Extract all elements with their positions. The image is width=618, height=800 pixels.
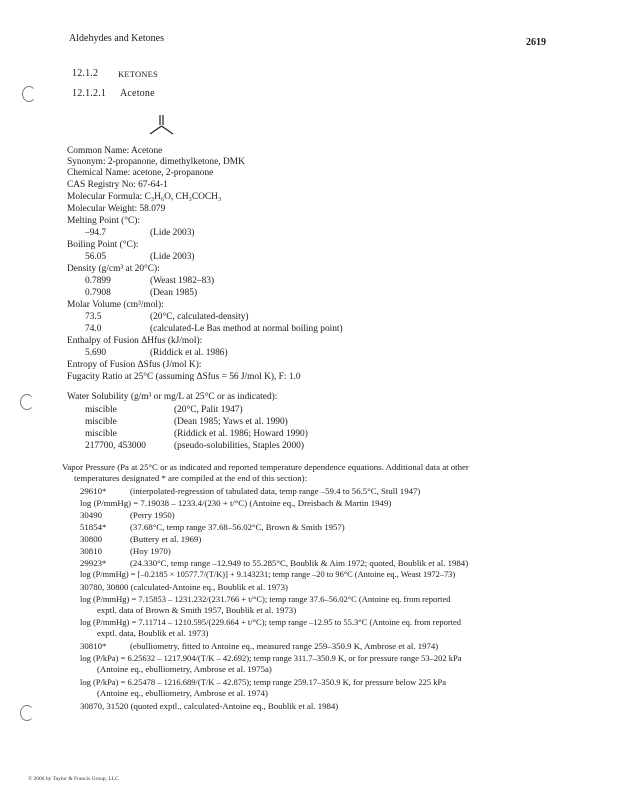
vapor-pressure-ref: (37.68°C, temp range 37.68–56.02°C, Brown & Smith 1957) (130, 522, 345, 532)
methyl-bond (150, 126, 162, 134)
vapor-pressure-equation: log (P/mmHg) = [–0.2185 × 10577.7/(T/K)] + 9.143231; temp range –20 to 96°C (Antoine eq., Weast 1972–73) (80, 570, 456, 579)
solubility-ref: (Riddick et al. 1986; Howard 1990) (174, 429, 308, 439)
solubility-value: miscible (85, 405, 117, 415)
vapor-pressure-value: 30870, 31520 (quoted exptl., calculated-Antoine eq., Boublik et al. 1984) (80, 701, 339, 711)
vapor-pressure-equation: log (P/mmHg) = 7.19038 – 1233.4/(230 + t/°C) (Antoine eq., Dreisbach & Martin 1949) (80, 498, 392, 508)
solubility-ref: (pseudo-solubilities, Staples 2000) (174, 441, 304, 451)
solubility-value: miscible (85, 417, 117, 427)
molar-volume-label: Molar Volume (cm³/mol): (67, 300, 164, 310)
vapor-pressure-label: Vapor Pressure (Pa at 25°C or as indicated and reported temperature dependence equations. Additional data at other (62, 462, 469, 472)
section-number: 12.1.2 (72, 68, 99, 79)
density-ref: (Weast 1982–83) (150, 276, 215, 286)
solubility-ref: (Dean 1985; Yaws et al. 1990) (174, 417, 288, 427)
acetone-structure-diagram (142, 112, 182, 146)
vapor-pressure-value: 30800 (80, 534, 102, 544)
melting-point-ref: (Lide 2003) (150, 228, 195, 238)
vapor-pressure-value: 30780, 30800 (calculated-Antoine eq., Boublik et al. 1973) (80, 582, 288, 592)
molar-volume-ref: (calculated-Le Bas method at normal boiling point) (150, 324, 343, 334)
vapor-pressure-value: 29923* (80, 558, 107, 568)
enthalpy-of-fusion-ref: (Riddick et al. 1986) (150, 348, 228, 358)
melting-point-label: Melting Point (°C): (67, 216, 141, 226)
boiling-point-value: 56.05 (85, 252, 107, 262)
vapor-pressure-ref: (Buttery et al. 1969) (130, 534, 202, 544)
boiling-point-ref: (Lide 2003) (150, 252, 195, 262)
vapor-pressure-ref: (interpolated-regression of tabulated data, temp range –59.4 to 56.5°C, Stull 1947) (130, 486, 421, 496)
density-value: 0.7908 (85, 288, 111, 298)
chemical-name: Chemical Name: acetone, 2-propanone (67, 168, 214, 178)
vapor-pressure-equation: log (P/kPa) = 6.25478 – 1216.689/(T/K – 42.875); temp range 259.17–350.9 K, for pressure below 225 kPa (80, 677, 446, 687)
page-number: 2619 (526, 37, 546, 48)
section-title: KETONES (118, 69, 158, 79)
molar-volume-value: 74.0 (85, 324, 102, 334)
cas-number: CAS Registry No: 67-64-1 (67, 180, 168, 190)
vapor-pressure-equation: log (P/kPa) = 6.25632 – 1217.904/(T/K – 42.692); temp range 311.7–350.9 K, or for pressure range 53–202 kPa (80, 653, 462, 663)
vapor-pressure-equation-continued: exptl. data, Boublik et al. 1973) (97, 628, 209, 638)
solubility-ref: (20°C, Palit 1947) (174, 405, 243, 415)
vapor-pressure-ref: (ebulliometry, fitted to Antoine eq., measured range 259–350.9 K, Ambrose et al. 1974) (130, 641, 439, 651)
entropy-of-fusion-label: Entropy of Fusion ΔSfus (J/mol K): (67, 360, 202, 370)
vapor-pressure-equation: log (P/mmHg) = 7.15853 – 1231.232/(231.766 + t/°C); temp range 37.6–56.02°C (Antoine eq. from reported (80, 594, 451, 604)
molecular-formula: Molecular Formula: C₃H₆O, CH₃COCH₃ (67, 192, 222, 202)
density-ref: (Dean 1985) (150, 288, 198, 298)
common-name: Common Name: Acetone (67, 146, 163, 156)
enthalpy-of-fusion-label: Enthalpy of Fusion ΔHfus (kJ/mol): (67, 336, 203, 346)
solubility-value: miscible (85, 429, 117, 439)
vapor-pressure-equation-continued: (Antoine eq., ebulliometry, Ambrose et al. 1974) (97, 688, 268, 698)
vapor-pressure-value: 29610* (80, 486, 107, 496)
synonym: Synonym: 2-propanone, dimethylketone, DMK (67, 157, 245, 167)
density-label: Density (g/cm³ at 20°C): (67, 264, 160, 274)
vapor-pressure-equation: log (P/mmHg) = 7.11714 – 1210.595/(229.664 + t/°C); temp range –12.95 to 55.3°C (Antoine eq. from reported (80, 617, 462, 627)
vapor-pressure-value: 51854* (80, 522, 107, 532)
vapor-pressure-value: 30810* (80, 641, 107, 651)
vapor-pressure-label-continued: temperatures designated * are compiled at the end of this section): (74, 473, 308, 483)
solubility-value: 217700, 453000 (85, 441, 146, 451)
subsection-title: Acetone (120, 88, 155, 99)
copyright-footer: © 2006 by Taylor & Francis Group, LLC (28, 776, 119, 782)
melting-point-value: –94.7 (85, 228, 107, 238)
methyl-bond (162, 126, 174, 134)
boiling-point-label: Boiling Point (°C): (67, 240, 139, 250)
running-header: Aldehydes and Ketones (69, 33, 164, 44)
vapor-pressure-value: 30490 (80, 510, 102, 520)
water-solubility-label: Water Solubility (g/m³ or mg/L at 25°C or as indicated): (67, 392, 278, 402)
molar-volume-ref: (20°C, calculated-density) (150, 312, 249, 322)
vapor-pressure-equation-continued: (Antoine eq., ebulliometry, Ambrose et al. 1975a) (97, 664, 272, 674)
molar-volume-value: 73.5 (85, 312, 102, 322)
subsection-number: 12.1.2.1 (72, 88, 107, 99)
hole-punch-icon (20, 705, 34, 721)
vapor-pressure-ref: (Perry 1950) (130, 510, 175, 520)
vapor-pressure-ref: (24.330°C, temp range –12.949 to 55.285°C, Boublik & Aim 1972; quoted, Boublik et al. 1984) (130, 558, 469, 568)
vapor-pressure-value: 30810 (80, 546, 102, 556)
enthalpy-of-fusion-value: 5.690 (85, 348, 107, 358)
molecular-weight: Molecular Weight: 58.079 (67, 204, 166, 214)
hole-punch-icon (22, 86, 36, 102)
density-value: 0.7899 (85, 276, 111, 286)
vapor-pressure-equation-continued: exptl. data of Brown & Smith 1957, Boublik et al. 1973) (97, 605, 297, 615)
fugacity-ratio: Fugacity Ratio at 25°C (assuming ΔSfus = 56 J/mol K), F: 1.0 (67, 372, 301, 382)
vapor-pressure-ref: (Hoy 1970) (130, 546, 171, 556)
hole-punch-icon (20, 394, 34, 410)
